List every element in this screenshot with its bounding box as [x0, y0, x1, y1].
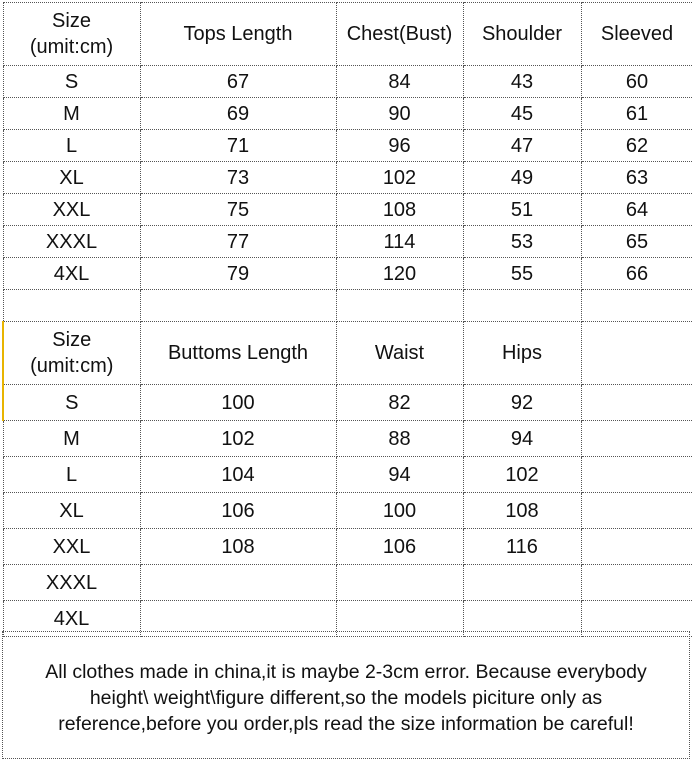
- size-note: [2, 631, 690, 759]
- bottoms-size-row: [3, 529, 693, 565]
- chest-header: Chest(Bust): [336, 3, 463, 66]
- measurement-cell: 77: [140, 226, 336, 258]
- measurement-cell: 94: [336, 457, 463, 493]
- measurement-cell: 60: [581, 66, 693, 98]
- measurement-cell: 114: [336, 226, 463, 258]
- tops-size-row: [3, 258, 693, 290]
- measurement-cell: 73: [140, 162, 336, 194]
- waist-header: Waist: [336, 322, 463, 385]
- bottoms-length-header: Buttoms Length: [140, 322, 336, 385]
- tops-length-header: Tops Length: [140, 3, 336, 66]
- size-cell: XXL: [3, 194, 140, 226]
- bottoms-size-row: [3, 457, 693, 493]
- measurement-cell: 61: [581, 98, 693, 130]
- measurement-cell: 55: [463, 258, 581, 290]
- spacer-cell: [581, 290, 693, 322]
- measurement-cell: [581, 529, 693, 565]
- measurement-cell: 100: [336, 493, 463, 529]
- bottoms-size-row: [3, 493, 693, 529]
- note-line-3: reference,before you order,pls read the size information be careful!: [58, 713, 634, 735]
- tops-size-row: [3, 194, 693, 226]
- measurement-cell: 108: [336, 194, 463, 226]
- measurement-cell: 102: [336, 162, 463, 194]
- measurement-cell: 92: [463, 385, 581, 421]
- measurement-cell: [336, 565, 463, 601]
- measurement-cell: 47: [463, 130, 581, 162]
- measurement-cell: 100: [140, 385, 336, 421]
- measurement-cell: 66: [581, 258, 693, 290]
- measurement-cell: 67: [140, 66, 336, 98]
- spacer-cell: [140, 290, 336, 322]
- size-cell: S: [3, 385, 140, 421]
- size-cell: L: [3, 457, 140, 493]
- size-cell: 4XL: [3, 258, 140, 290]
- measurement-cell: [581, 385, 693, 421]
- measurement-cell: [581, 421, 693, 457]
- tops-size-row: [3, 162, 693, 194]
- size-cell: XXXL: [3, 565, 140, 601]
- measurement-cell: 108: [463, 493, 581, 529]
- shoulder-header: Shoulder: [463, 3, 581, 66]
- measurement-cell: [581, 493, 693, 529]
- size-header-label: Size: [52, 10, 91, 32]
- measurement-cell: 62: [581, 130, 693, 162]
- tops-size-row: [3, 66, 693, 98]
- measurement-cell: 90: [336, 98, 463, 130]
- note-line-1: All clothes made in china,it is maybe 2-3cm error. Because everybody: [45, 661, 647, 683]
- measurement-cell: 108: [140, 529, 336, 565]
- size-header-label: Size: [52, 329, 92, 351]
- spacer-row: [3, 290, 693, 322]
- measurement-cell: 65: [581, 226, 693, 258]
- bottoms-header-row: [3, 322, 693, 385]
- measurement-cell: 102: [140, 421, 336, 457]
- tops-size-row: [3, 98, 693, 130]
- size-cell: XL: [3, 162, 140, 194]
- measurement-cell: 43: [463, 66, 581, 98]
- measurement-cell: 84: [336, 66, 463, 98]
- size-cell: M: [3, 98, 140, 130]
- empty-header: [581, 322, 693, 385]
- bottoms-size-row: [3, 565, 693, 601]
- size-header-unit: (umit:cm): [29, 36, 114, 58]
- bottoms-size-row: [3, 421, 693, 457]
- measurement-cell: 82: [336, 385, 463, 421]
- size-cell: XXL: [3, 529, 140, 565]
- size-table: [2, 2, 693, 637]
- measurement-cell: 96: [336, 130, 463, 162]
- size-cell: M: [3, 421, 140, 457]
- size-cell: XL: [3, 493, 140, 529]
- measurement-cell: 79: [140, 258, 336, 290]
- measurement-cell: [581, 565, 693, 601]
- size-cell: 4XL: [3, 601, 140, 637]
- measurement-cell: 45: [463, 98, 581, 130]
- sleeved-header: Sleeved: [581, 3, 693, 66]
- measurement-cell: 94: [463, 421, 581, 457]
- measurement-cell: [463, 565, 581, 601]
- size-cell: S: [3, 66, 140, 98]
- size-cell: XXXL: [3, 226, 140, 258]
- note-line-2: height\ weight\figure different,so the models piciture only as: [89, 687, 603, 709]
- spacer-cell: [336, 290, 463, 322]
- size-header-cell: [3, 322, 140, 385]
- measurement-cell: 102: [463, 457, 581, 493]
- spacer-cell: [3, 290, 140, 322]
- size-chart: [2, 2, 692, 637]
- bottoms-size-row: [3, 385, 693, 421]
- measurement-cell: 75: [140, 194, 336, 226]
- size-cell: L: [3, 130, 140, 162]
- measurement-cell: 64: [581, 194, 693, 226]
- tops-size-row: [3, 130, 693, 162]
- measurement-cell: 53: [463, 226, 581, 258]
- size-header-unit: (umit:cm): [30, 355, 114, 377]
- measurement-cell: [581, 457, 693, 493]
- tops-size-row: [3, 226, 693, 258]
- measurement-cell: 69: [140, 98, 336, 130]
- measurement-cell: 71: [140, 130, 336, 162]
- size-header-cell: [3, 3, 140, 66]
- hips-header: Hips: [463, 322, 581, 385]
- measurement-cell: 88: [336, 421, 463, 457]
- measurement-cell: 120: [336, 258, 463, 290]
- measurement-cell: 49: [463, 162, 581, 194]
- measurement-cell: 116: [463, 529, 581, 565]
- measurement-cell: 104: [140, 457, 336, 493]
- measurement-cell: [140, 565, 336, 601]
- tops-header-row: [3, 3, 693, 66]
- measurement-cell: 106: [140, 493, 336, 529]
- measurement-cell: 51: [463, 194, 581, 226]
- measurement-cell: 63: [581, 162, 693, 194]
- spacer-cell: [463, 290, 581, 322]
- measurement-cell: 106: [336, 529, 463, 565]
